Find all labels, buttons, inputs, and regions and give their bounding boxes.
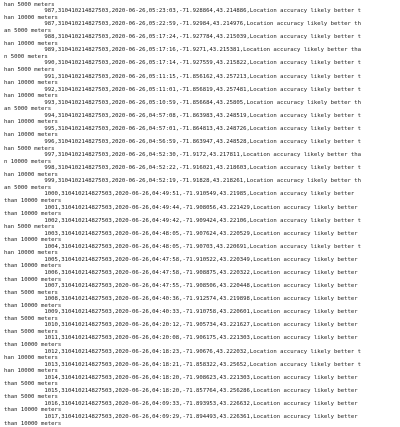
log-line: than 10000 meters [4,211,62,218]
log-line: han 5000 meters [4,67,55,74]
log-line: an 5000 meters [4,184,52,191]
log-line: han 10000 meters [4,132,58,139]
log-line: han 5000 meters [4,224,55,231]
log-line: 998,310410214827503,2020-06-26,04:52:22,-71.916021,43.218603,Location accuracy likely better t [4,165,361,172]
log-line: 990,310410214827503,2020-06-26,05:17:14,-71.927559,43.215822,Location accuracy likely better t [4,60,361,67]
log-line: 999,310410214827503,2020-06-26,04:52:19,-71.91828,43.218261,Location accuracy likely better th [4,178,361,185]
log-line: than 10000 meters [4,420,62,427]
log-line: han 5000 meters [4,1,55,8]
log-line: han 10000 meters [4,368,58,375]
log-line: 994,310410214827503,2020-06-26,04:57:08,-71.863983,43.248519,Location accuracy likely better t [4,112,361,119]
log-line: 997,310410214827503,2020-06-26,04:52:30,-71.9172,43.217811,Location accuracy likely better tha [4,152,361,159]
log-line: han 10000 meters [4,40,58,47]
log-line: than 5000 meters [4,328,58,335]
log-line: 995,310410214827503,2020-06-26,04:57:01,-71.864813,43.248726,Location accuracy likely better t [4,125,361,132]
log-line: 1017,310410214827503,2020-06-26,04:09:29,-71.894493,43.226361,Location accuracy likely better [4,414,358,420]
log-line: 1000,310410214827503,2020-06-26,04:49:51,-71.910549,43.21985,Location accuracy likely better [4,191,355,198]
log-line [4,0,398,2]
log-line: han 10000 meters [4,119,58,126]
log-line: than 10000 meters [4,276,62,283]
log-line: than 10000 meters [4,237,62,244]
log-line: 992,310410214827503,2020-06-26,05:11:01,-71.856819,43.257481,Location accuracy likely better t [4,86,361,93]
log-line: n 5000 meters [4,53,48,60]
log-line: than 10000 meters [4,263,62,270]
log-line: 1004,310410214827503,2020-06-26,04:48:05,-71.90703,43.220691,Location accuracy likely better t [4,243,361,250]
log-line: 989,310410214827503,2020-06-26,05:17:16,-71.9271,43.215381,Location accuracy likely better tha [4,47,361,54]
log-line: 1008,310410214827503,2020-06-26,04:40:36,-71.912574,43.219898,Location accuracy likely better [4,296,358,303]
log-line: 991,310410214827503,2020-06-26,05:11:15,-71.856162,43.257213,Location accuracy likely better t [4,73,361,80]
log-line: han 10000 meters [4,14,58,21]
log-line: han 10000 meters [4,250,58,257]
log-line: 1012,310410214827503,2020-06-26,04:18:23,-71.90676,43.222032,Location accuracy likely better t [4,348,361,355]
log-line: than 5000 meters [4,289,58,296]
log-line: 1003,310410214827503,2020-06-26,04:48:05,-71.907624,43.220529,Location accuracy likely better [4,230,358,237]
log-line: than 10000 meters [4,302,62,309]
log-line: than 10000 meters [4,407,62,414]
log-line: 1015,310410214827503,2020-06-26,04:18:20,-71.857764,43.256286,Location accuracy likely better [4,387,358,394]
log-line: han 10000 meters [4,171,58,178]
log-line: than 5000 meters [4,315,58,322]
log-line: than 5000 meters [4,381,58,388]
log-line: an 5000 meters [4,106,52,113]
log-line: 1013,310410214827503,2020-06-26,04:18:21,-71.858322,43.25652,Location accuracy likely better t [4,361,361,368]
log-line: 993,310410214827503,2020-06-26,05:10:59,-71.856684,43.25805,Location accuracy likely better th [4,99,361,106]
log-line: 1006,310410214827503,2020-06-26,04:47:58,-71.908875,43.220322,Location accuracy likely better [4,269,358,276]
log-line: an 5000 meters [4,27,52,34]
log-line: 1009,310410214827503,2020-06-26,04:40:33,-71.910758,43.220601,Location accuracy likely better [4,309,358,316]
log-line: 987,310410214827503,2020-06-26,05:23:03,-71.928864,43.214886,Location accuracy likely better t [4,8,361,15]
log-line: han 10000 meters [4,355,58,362]
log-line: 1010,310410214827503,2020-06-26,04:20:12,-71.905734,43.221627,Location accuracy likely better [4,322,358,329]
log-line: 1011,310410214827503,2020-06-26,04:20:08,-71.906175,43.221303,Location accuracy likely better [4,335,358,342]
log-line: 1002,310410214827503,2020-06-26,04:49:42,-71.909424,43.22106,Location accuracy likely better t [4,217,361,224]
location-log-text [4,0,398,427]
log-line: 988,310410214827503,2020-06-26,05:17:24,-71.927784,43.215039,Location accuracy likely better t [4,34,361,41]
log-line: than 10000 meters [4,197,62,204]
log-line: 1005,310410214827503,2020-06-26,04:47:58,-71.910522,43.220349,Location accuracy likely better [4,256,358,263]
log-line: 1007,310410214827503,2020-06-26,04:47:55,-71.908506,43.220448,Location accuracy likely better [4,283,358,290]
log-line: 1014,310410214827503,2020-06-26,04:18:20,-71.908623,43.221303,Location accuracy likely better [4,374,358,381]
log-line: n 10000 meters [4,158,52,165]
log-line: than 10000 meters [4,341,62,348]
log-line: than 5000 meters [4,394,58,401]
log-line: han 5000 meters [4,145,55,152]
log-line: han 10000 meters [4,93,58,100]
log-line: 1016,310410214827503,2020-06-26,04:09:33,-71.893953,43.226632,Location accuracy likely better [4,400,358,407]
log-line: 1001,310410214827503,2020-06-26,04:49:44,-71.908056,43.221429,Location accuracy likely better [4,204,358,211]
log-line: han 10000 meters [4,80,58,87]
log-line: 987,310410214827503,2020-06-26,05:22:59,-71.92984,43.214976,Location accuracy likely better th [4,21,361,28]
log-line: 996,310410214827503,2020-06-26,04:56:59,-71.863947,43.248528,Location accuracy likely better t [4,139,361,146]
